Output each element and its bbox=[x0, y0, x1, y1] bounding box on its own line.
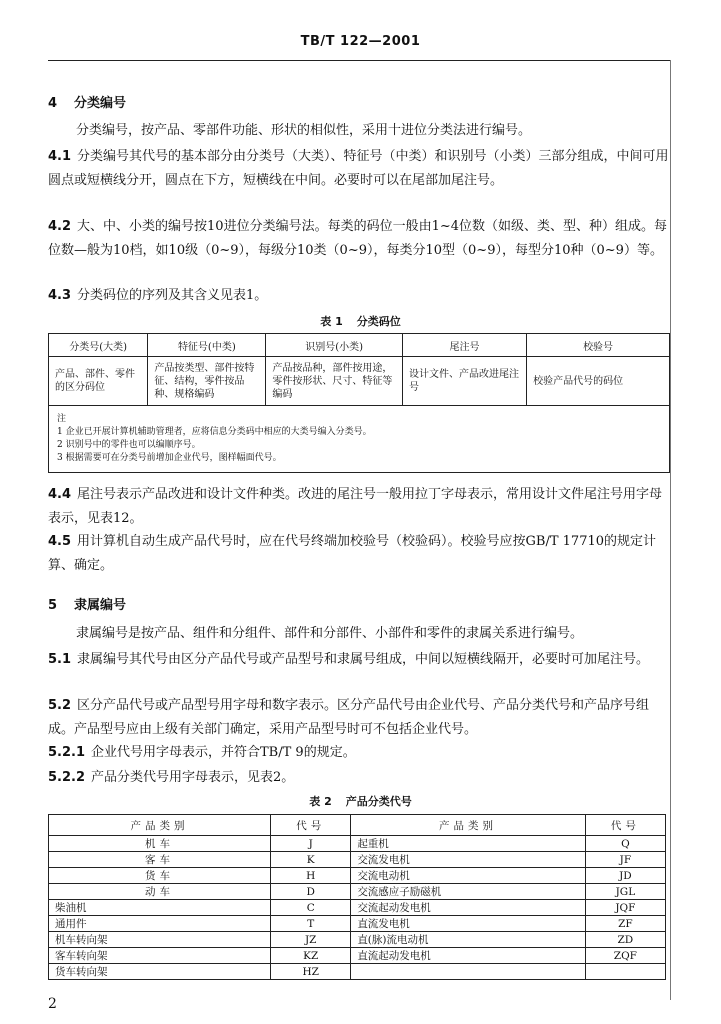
clause-5-2 bbox=[48, 694, 670, 742]
section-title: 分类编号 bbox=[74, 96, 127, 111]
code-cell: JQF bbox=[585, 900, 665, 916]
clause-text: 分类码位的序列及其含义见表1。 bbox=[77, 288, 268, 303]
category-cell: 动车 bbox=[49, 884, 271, 900]
table-cell: 设计文件、产品改进尾注号 bbox=[402, 357, 526, 406]
table-row bbox=[49, 836, 666, 852]
table-row bbox=[49, 900, 666, 916]
header-cell: 代号 bbox=[585, 815, 665, 836]
category-cell bbox=[351, 964, 585, 980]
table-header-row bbox=[49, 815, 666, 836]
category-cell: 交流感应子励磁机 bbox=[351, 884, 585, 900]
section-5-heading bbox=[48, 594, 126, 613]
table-cell: 产品、部件、零件的区分码位 bbox=[49, 357, 148, 406]
code-cell: ZF bbox=[585, 916, 665, 932]
clause-number: 4.2 bbox=[48, 219, 72, 234]
header-cell: 识别号(小类) bbox=[266, 334, 403, 357]
clause-number: 5.2.2 bbox=[48, 770, 86, 785]
category-cell: 直流发电机 bbox=[351, 916, 585, 932]
clause-number: 4.1 bbox=[48, 149, 72, 164]
table-row bbox=[49, 868, 666, 884]
note-item: 1 企业已开展计算机辅助管理者，应将信息分类码中相应的大类号编入分类号。 bbox=[57, 427, 372, 437]
table-header-row bbox=[49, 334, 670, 357]
clause-number: 5.1 bbox=[48, 652, 72, 667]
code-cell: T bbox=[271, 916, 351, 932]
caption-number: 表 2 bbox=[309, 795, 332, 808]
table-cell: 校验产品代号的码位 bbox=[527, 357, 670, 406]
clause-number: 4.4 bbox=[48, 487, 72, 502]
table-row bbox=[49, 884, 666, 900]
code-cell: D bbox=[271, 884, 351, 900]
category-cell: 交流发电机 bbox=[351, 852, 585, 868]
code-cell: HZ bbox=[271, 964, 351, 980]
code-cell: Q bbox=[585, 836, 665, 852]
table-cell: 产品按类型、部件按特征、结构，零件按品种、规格编码 bbox=[148, 357, 266, 406]
header-rule bbox=[48, 60, 670, 61]
clause-4-1 bbox=[48, 145, 670, 193]
header-cell: 特征号(中类) bbox=[148, 334, 266, 357]
code-cell: ZQF bbox=[585, 948, 665, 964]
header-cell: 校验号 bbox=[527, 334, 670, 357]
code-cell: J bbox=[271, 836, 351, 852]
header-cell: 代号 bbox=[271, 815, 351, 836]
category-cell: 通用件 bbox=[49, 916, 271, 932]
code-cell: K bbox=[271, 852, 351, 868]
code-cell: JGL bbox=[585, 884, 665, 900]
section-5-intro: 隶属编号是按产品、组件和分组件、部件和分部件、小部件和零件的隶属关系进行编号。 bbox=[76, 626, 584, 641]
table-2-product-category-codes bbox=[48, 814, 666, 980]
category-cell: 机车 bbox=[49, 836, 271, 852]
table-row bbox=[49, 964, 666, 980]
category-cell: 直流起动发电机 bbox=[351, 948, 585, 964]
header-cell: 产品类别 bbox=[49, 815, 271, 836]
clause-text: 分类编号其代号的基本部分由分类号（大类）、特征号（中类）和识别号（小类）三部分组成，中间可用圆点或短横线分开，圆点在下方，短横线在中间。必要时可以在尾部加尾注号。 bbox=[48, 149, 669, 188]
clause-text: 大、中、小类的编号按10进位分类编号法。每类的码位一般由1~4位数（如级、类、型、种）组成。每位数—般为10档，如10级（0~9），每级分10类（0~9），每类分10型（0~9），每型分10种（0~9）等。 bbox=[48, 219, 668, 258]
table-row bbox=[49, 932, 666, 948]
note-label: 注 bbox=[57, 414, 67, 424]
header-cell: 分类号(大类) bbox=[49, 334, 148, 357]
category-cell: 客车转向架 bbox=[49, 948, 271, 964]
table-notes-row bbox=[49, 406, 670, 473]
table-cell: 产品按品种，部件按用途，零件按形状、尺寸、特征等编码 bbox=[266, 357, 403, 406]
category-cell: 起重机 bbox=[351, 836, 585, 852]
clause-number: 4.5 bbox=[48, 534, 72, 549]
code-cell: KZ bbox=[271, 948, 351, 964]
table-1-caption bbox=[0, 313, 721, 329]
note-item: 2 识别号中的零件也可以编顺序号。 bbox=[57, 440, 201, 450]
category-cell: 直(脉)流电动机 bbox=[351, 932, 585, 948]
standard-number-header: TB/T 122—2001 bbox=[300, 34, 421, 49]
clause-5-1 bbox=[48, 648, 670, 672]
category-cell: 客车 bbox=[49, 852, 271, 868]
clause-text: 区分产品代号或产品型号用字母和数字表示。区分产品代号由企业代号、产品分类代号和产品序号组成。产品型号应由上级有关部门确定，采用产品型号时可不包括企业代号。 bbox=[48, 698, 650, 737]
section-4-intro: 分类编号，按产品、零部件功能、形状的相似性，采用十进位分类法进行编号。 bbox=[76, 123, 532, 138]
category-cell: 货车 bbox=[49, 868, 271, 884]
right-margin-rule bbox=[670, 60, 671, 1000]
section-number: 5 bbox=[48, 598, 58, 613]
table-2-caption bbox=[0, 793, 721, 809]
clause-5-2-2 bbox=[48, 766, 670, 790]
category-cell: 柴油机 bbox=[49, 900, 271, 916]
clause-4-4 bbox=[48, 483, 670, 531]
table-row bbox=[49, 852, 666, 868]
clause-4-2 bbox=[48, 215, 670, 263]
code-cell: C bbox=[271, 900, 351, 916]
table-row bbox=[49, 916, 666, 932]
table-1-classification-codes bbox=[48, 333, 670, 473]
note-item: 3 根据需要可在分类号前增加企业代号，图样幅面代号。 bbox=[57, 453, 282, 463]
caption-title: 分类码位 bbox=[356, 315, 401, 328]
code-cell bbox=[585, 964, 665, 980]
table-row bbox=[49, 357, 670, 406]
clause-5-2-1 bbox=[48, 741, 670, 765]
table-notes bbox=[49, 406, 670, 473]
clause-number: 5.2 bbox=[48, 698, 72, 713]
clause-text: 隶属编号其代号由区分产品代号或产品型号和隶属号组成，中间以短横线隔开，必要时可加尾注号。 bbox=[77, 652, 650, 667]
caption-title: 产品分类代号 bbox=[345, 795, 412, 808]
clause-text: 企业代号用字母表示，并符合TB/T 9的规定。 bbox=[91, 745, 356, 760]
page-number: 2 bbox=[48, 996, 57, 1012]
code-cell: H bbox=[271, 868, 351, 884]
code-cell: JZ bbox=[271, 932, 351, 948]
category-cell: 交流电动机 bbox=[351, 868, 585, 884]
table-row bbox=[49, 948, 666, 964]
section-title: 隶属编号 bbox=[74, 598, 127, 613]
category-cell: 机车转向架 bbox=[49, 932, 271, 948]
clause-text: 产品分类代号用字母表示，见表2。 bbox=[91, 770, 295, 785]
clause-4-5 bbox=[48, 530, 670, 578]
clause-number: 5.2.1 bbox=[48, 745, 86, 760]
category-cell: 交流起动发电机 bbox=[351, 900, 585, 916]
clause-number: 4.3 bbox=[48, 288, 72, 303]
header-cell: 尾注号 bbox=[402, 334, 526, 357]
clause-text: 尾注号表示产品改进和设计文件种类。改进的尾注号一般用拉丁字母表示，常用设计文件尾注号用字母表示，见表12。 bbox=[48, 487, 663, 526]
clause-text: 用计算机自动生成产品代号时，应在代号终端加校验号（校验码）。校验号应按GB/T 17710的规定计算、确定。 bbox=[48, 534, 657, 573]
header-cell: 产品类别 bbox=[351, 815, 585, 836]
code-cell: ZD bbox=[585, 932, 665, 948]
section-4-heading bbox=[48, 92, 126, 111]
clause-4-3 bbox=[48, 284, 670, 308]
category-cell: 货车转向架 bbox=[49, 964, 271, 980]
section-number: 4 bbox=[48, 96, 58, 111]
caption-number: 表 1 bbox=[320, 315, 343, 328]
code-cell: JF bbox=[585, 852, 665, 868]
code-cell: JD bbox=[585, 868, 665, 884]
